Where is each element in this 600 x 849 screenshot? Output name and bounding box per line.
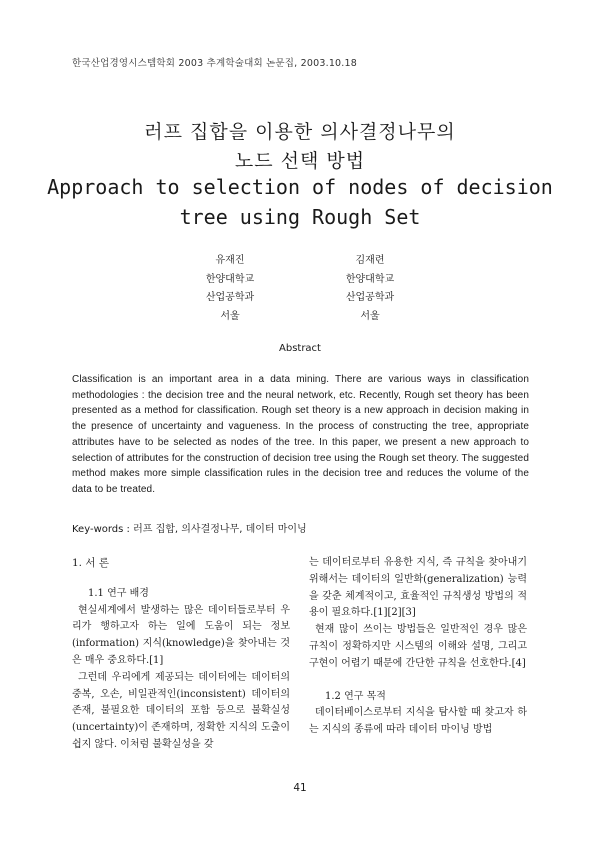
author-city: 서울 (220, 310, 240, 322)
author-name: 김재련 (355, 255, 385, 266)
abstract-heading: Abstract (279, 343, 321, 354)
author-department: 산업공학과 (205, 292, 255, 303)
spacer (309, 673, 527, 689)
body-paragraph: 데이터베이스로부터 지식을 탐사할 때 찾고자 하는 지식의 종류에 따라 데이터 마이닝 방법 (309, 707, 527, 736)
body-paragraph: 는 데이터로부터 유용한 지식, 즉 규칙을 찾아내기 위해서는 데이터의 일반화(generalization) 능력을 갖춘 체계적이고, 효율적인 규칙생성 방법의 적용이 필요하다.[1][2][3] (309, 557, 527, 619)
body-column-left (72, 555, 290, 754)
author-block (300, 252, 440, 326)
body-column-right (309, 555, 527, 739)
title-korean-line2: 노드 선택 방법 (234, 150, 366, 172)
author-affiliation: 한양대학교 (205, 273, 255, 285)
abstract-text: Classification is an important area in a data mining. There are various ways in classification methodologies : the decision tree and the neural network, etc. Recently, Rough set theory has been presented as a method for classification. Rough set theory is a new approach in decision making in the presence of uncertainty and vagueness. In the process of constructing the tree, appropriate attributes have to be selected as nodes of the tree. In this paper, we present a new approach to selection of attributes for the construction of decision tree using the Rough set theory. The suggested method makes more simple classification rules in the decision tree and reduces the volume of the data to be treated. (72, 374, 529, 495)
body-paragraph: 그런데 우리에게 제공되는 데이터에는 데이터의 중복, 오손, 비일관적인(inconsistent) 데이터의 존재, 불필요한 데이터의 포함 등으로 불확실성(uncertainty)이 존재하며, 정확한 지식의 도출이 쉽지 않다. 이처럼 불확실성을 갖 (72, 671, 290, 750)
subsection-title: 1.2 연구 목적 (325, 690, 386, 702)
page-number: 41 (293, 782, 307, 794)
body-paragraph: 현재 많이 쓰이는 방법들은 일반적인 경우 많은 규칙이 정확하지만 시스템의 이해와 설명, 그리고 구현이 어렵기 때문에 간단한 규칙을 선호한다.[4] (309, 624, 527, 669)
title-english-line1: Approach to selection of nodes of decision (47, 175, 553, 199)
author-name: 유재진 (215, 255, 245, 266)
section-title: 1. 서 론 (72, 557, 109, 569)
body-paragraph: 현실세계에서 발생하는 많은 데이터들로부터 우리가 행하고자 하는 일에 도움이 되는 정보(information) 지식(knowledge)을 찾아내는 것은 매우 중요하다.[1] (72, 604, 290, 666)
author-city: 서울 (360, 310, 380, 322)
author-block (160, 252, 300, 326)
author-department: 산업공학과 (345, 292, 395, 303)
author-affiliation: 한양대학교 (345, 273, 395, 285)
title-english-line2: tree using Rough Set (179, 205, 421, 229)
title-korean-line1: 러프 집합을 이용한 의사결정나무의 (144, 121, 456, 143)
running-header: 한국산업경영시스템학회 2003 추계학술대회 논문집, 2003.10.18 (72, 58, 358, 69)
keywords-line: Key-words : 러프 집합, 의사결정나무, 데이터 마이닝 (72, 524, 307, 535)
subsection-title: 1.1 연구 배경 (88, 587, 149, 599)
